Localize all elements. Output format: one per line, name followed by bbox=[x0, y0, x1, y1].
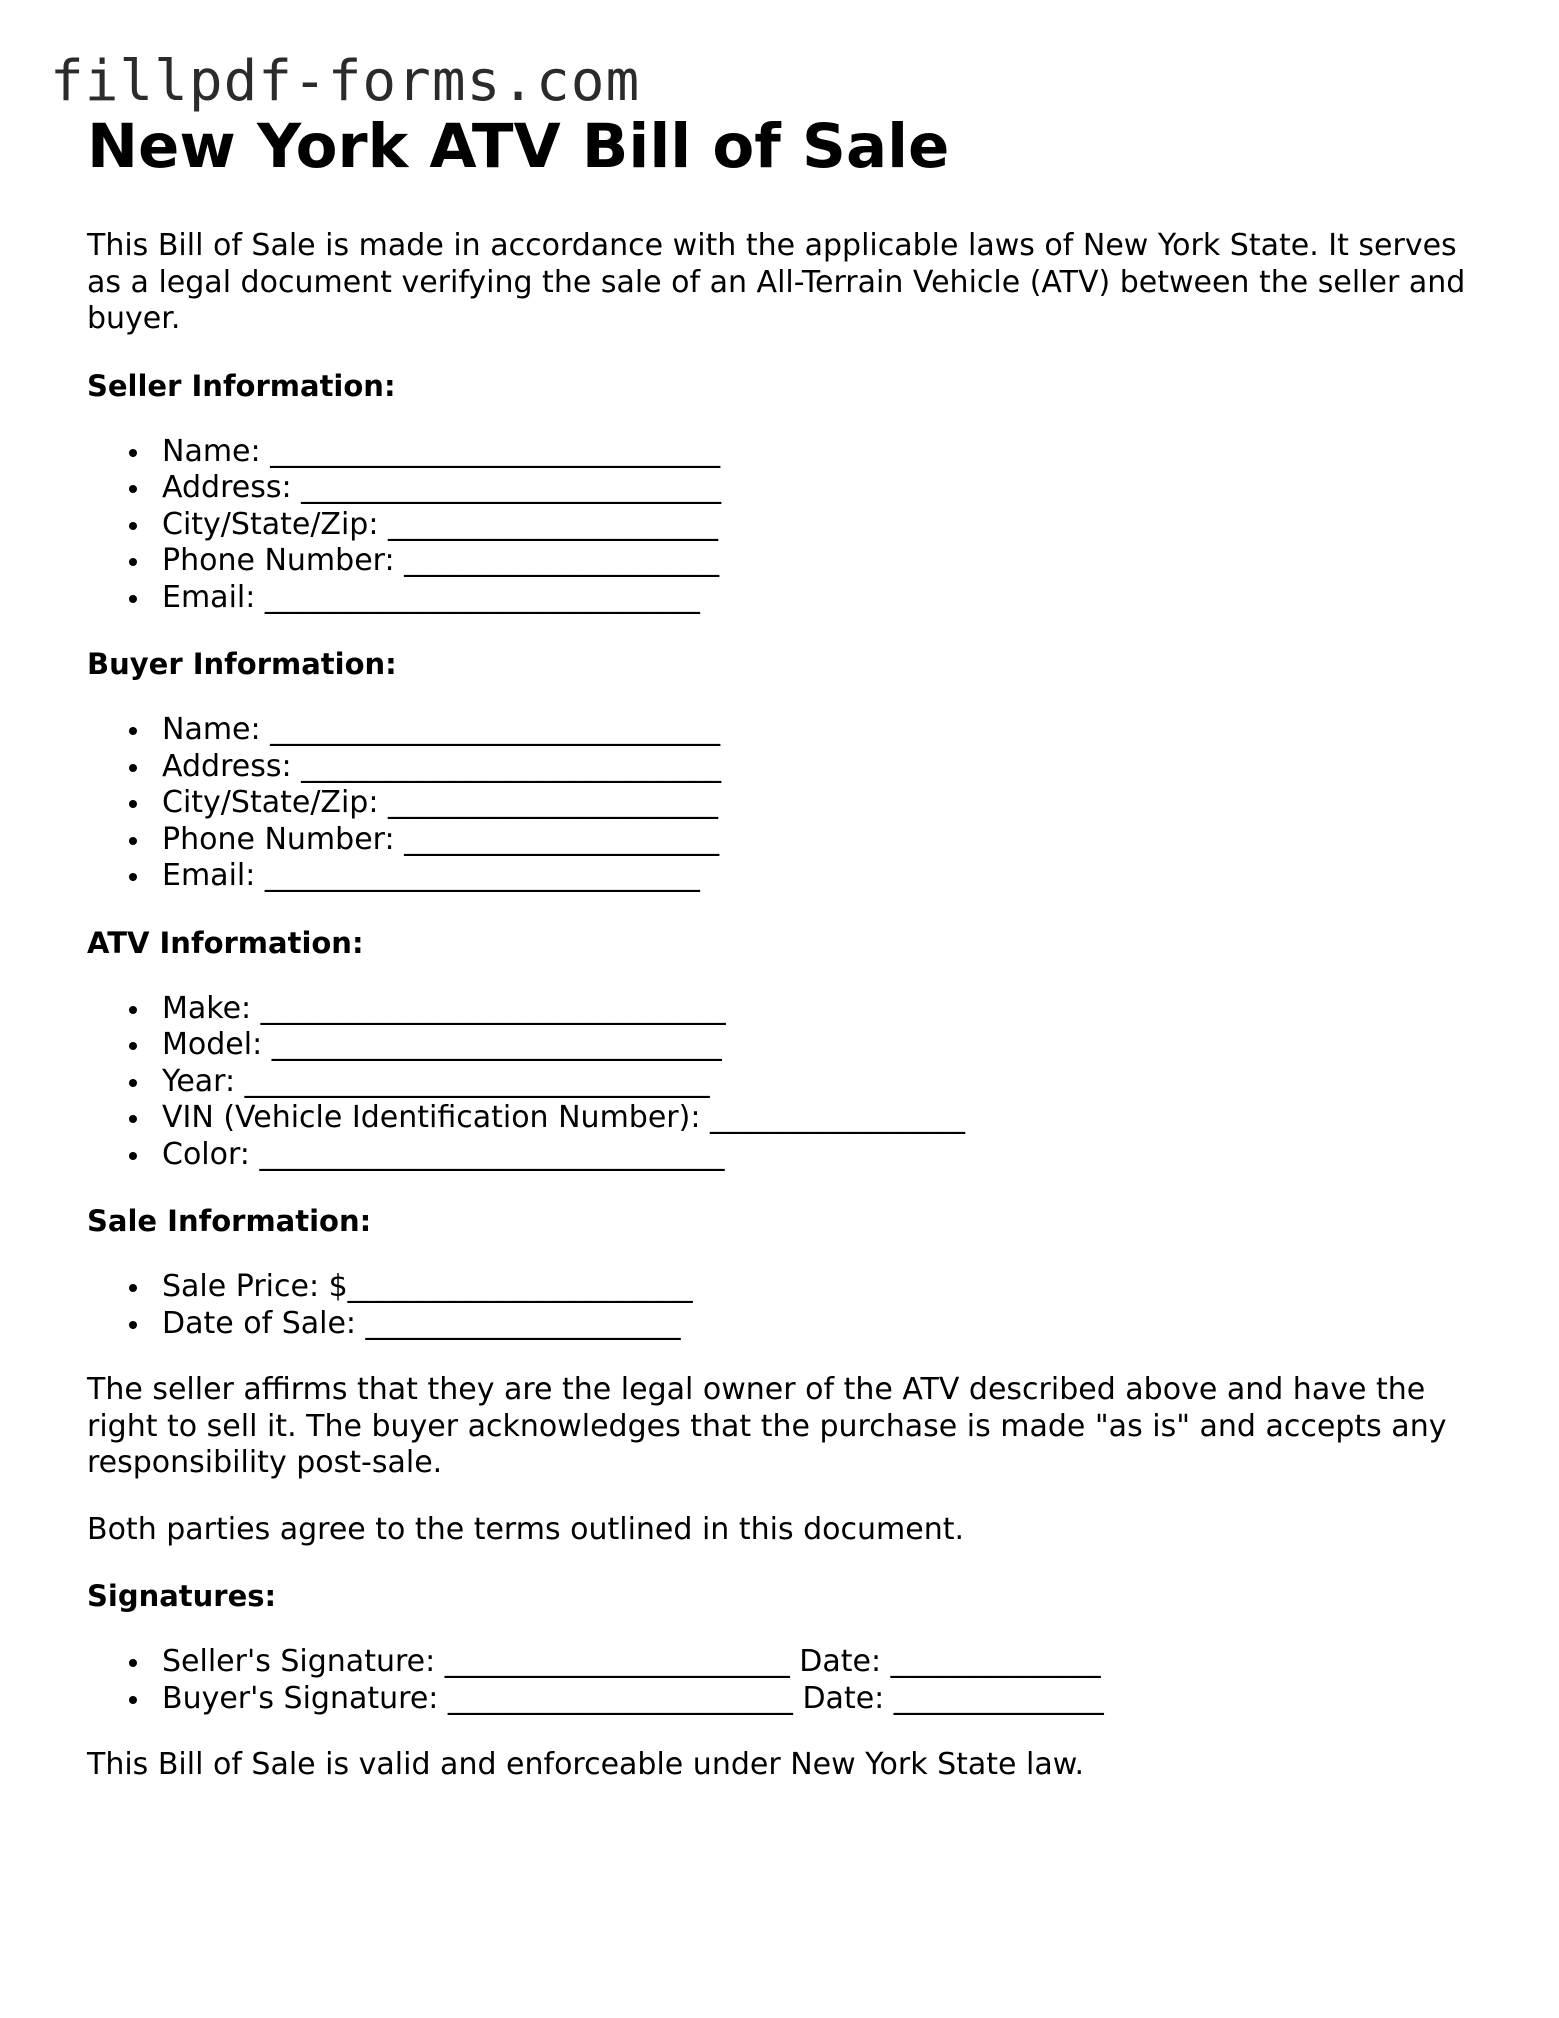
atv-year-field[interactable]: Year: _______________________________ bbox=[87, 1064, 1487, 1101]
seller-field-list bbox=[87, 434, 1487, 617]
sale-price-field[interactable]: Sale Price: $_______________________ bbox=[87, 1269, 1487, 1306]
buyer-field-list bbox=[87, 712, 1487, 895]
seller-email-field[interactable]: Email: _____________________________ bbox=[87, 580, 1487, 617]
affirmation-paragraph: The seller affirms that they are the legal owner of the ATV described above and have the right to sell it. The buyer acknowledges that the purchase is made "as is" and accepts any responsibility post-sale. bbox=[87, 1372, 1447, 1480]
seller-address-field[interactable]: Address: ____________________________ bbox=[87, 470, 1487, 507]
seller-phone-field[interactable]: Phone Number: _____________________ bbox=[87, 543, 1487, 580]
buyer-signature-field[interactable]: Buyer's Signature: _______________________ Date: ______________ bbox=[87, 1681, 1487, 1718]
atv-model-field[interactable]: Model: ______________________________ bbox=[87, 1027, 1487, 1064]
sale-field-list bbox=[87, 1269, 1487, 1342]
seller-signature-field[interactable]: Seller's Signature: _______________________ Date: ______________ bbox=[87, 1644, 1487, 1681]
seller-name-field[interactable]: Name: ______________________________ bbox=[87, 434, 1487, 471]
buyer-address-field[interactable]: Address: ____________________________ bbox=[87, 749, 1487, 786]
buyer-email-field[interactable]: Email: _____________________________ bbox=[87, 858, 1487, 895]
atv-vin-field[interactable]: VIN (Vehicle Identification Number): _________________ bbox=[87, 1100, 1487, 1137]
buyer-phone-field[interactable]: Phone Number: _____________________ bbox=[87, 822, 1487, 859]
sale-date-field[interactable]: Date of Sale: _____________________ bbox=[87, 1306, 1487, 1343]
atv-make-field[interactable]: Make: _______________________________ bbox=[87, 991, 1487, 1028]
closing-paragraph: This Bill of Sale is valid and enforceable under New York State law. bbox=[87, 1747, 1085, 1782]
atv-field-list bbox=[87, 991, 1487, 1174]
document-body bbox=[87, 108, 1487, 1784]
atv-color-field[interactable]: Color: _______________________________ bbox=[87, 1137, 1487, 1174]
signatures-heading: Signatures: bbox=[87, 1579, 277, 1613]
seller-city-state-zip-field[interactable]: City/State/Zip: ______________________ bbox=[87, 507, 1487, 544]
buyer-city-state-zip-field[interactable]: City/State/Zip: ______________________ bbox=[87, 785, 1487, 822]
buyer-name-field[interactable]: Name: ______________________________ bbox=[87, 712, 1487, 749]
watermark: fillpdf-forms.com bbox=[50, 49, 641, 114]
seller-heading: Seller Information: bbox=[87, 368, 396, 403]
buyer-heading: Buyer Information: bbox=[87, 647, 397, 681]
agreement-paragraph: Both parties agree to the terms outlined in this document. bbox=[87, 1511, 965, 1547]
sale-heading: Sale Information: bbox=[87, 1204, 372, 1238]
document-title: New York ATV Bill of Sale bbox=[87, 111, 950, 182]
atv-heading: ATV Information: bbox=[87, 925, 364, 960]
intro-paragraph: This Bill of Sale is made in accordance with the applicable laws of New York State. It serves as a legal document verifying the sale of an All-Terrain Vehicle (ATV) between the seller and buyer. bbox=[87, 228, 1466, 336]
signature-field-list bbox=[87, 1644, 1487, 1717]
